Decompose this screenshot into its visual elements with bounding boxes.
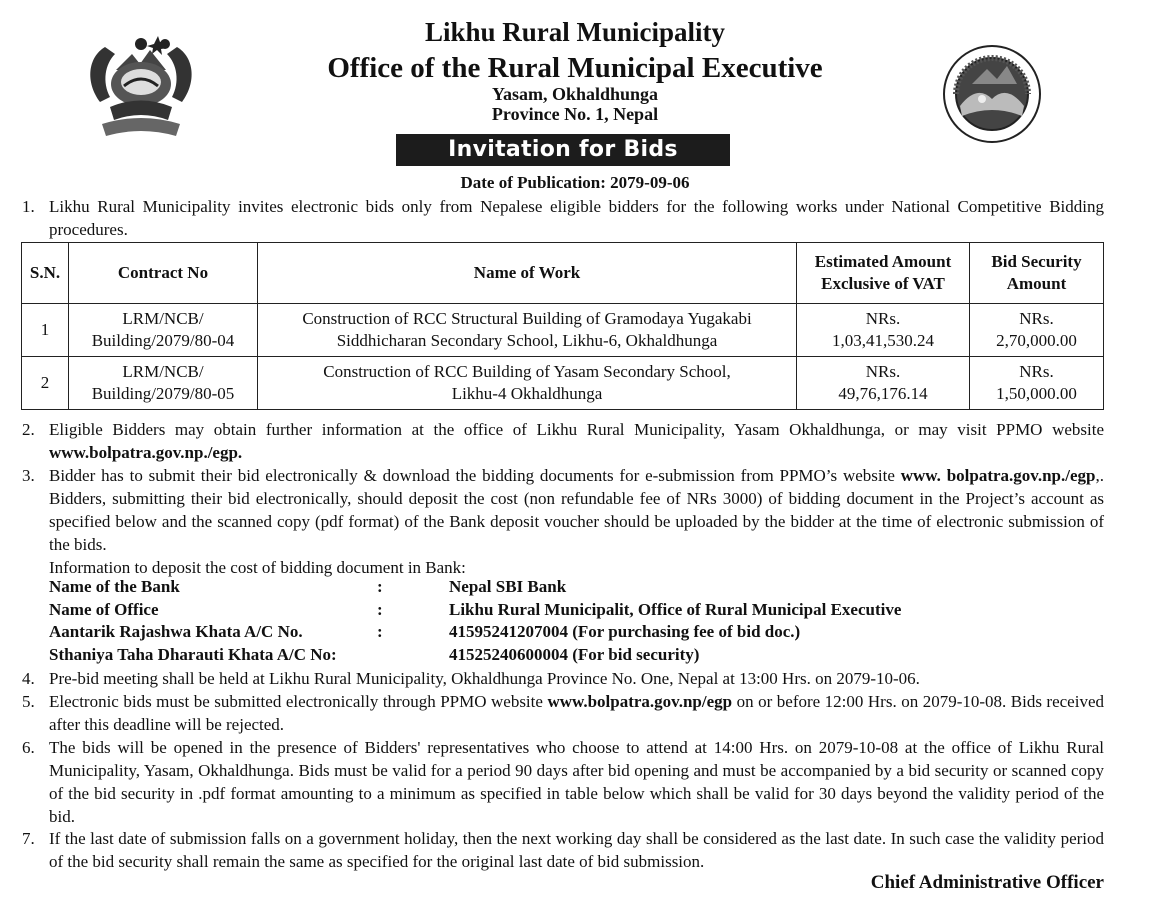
nepal-government-emblem-icon [80, 32, 202, 140]
bank-detail-key: Name of the Bank [49, 577, 180, 596]
paragraph-number: 7. [22, 829, 35, 848]
paragraph-number: 5. [22, 692, 35, 711]
bank-detail-value: 41525240600004 (For bid security) [449, 644, 700, 664]
works-table [21, 242, 1104, 410]
paragraph-5 [22, 690, 1104, 736]
paragraph-3 [22, 464, 1104, 579]
paragraph-body-continued: ,. Bidders, submitting their bid electronically, should deposit the cost (non refundable fee of NRs 3000) of bidding document in the Project’s account as specified below and the scanned copy (pdf format) of the Bank deposit voucher should be uploaded by the bidder at the time of electronic submission of the bids. [49, 466, 1104, 554]
paragraph-number: 1. [22, 197, 35, 216]
paragraph-text [49, 464, 1104, 556]
cell-contract-no [69, 304, 258, 357]
table-row [22, 357, 1104, 410]
bank-details [49, 576, 1049, 666]
bank-detail-key: Aantarik Rajashwa Khata A/C No. [49, 622, 303, 641]
bank-detail-row [49, 621, 1049, 644]
bank-detail-row [49, 599, 1049, 622]
table-header-row [22, 243, 1104, 304]
municipality-seal-icon [942, 44, 1042, 144]
paragraph-6 [22, 736, 1104, 828]
cell-name-of-work [258, 357, 797, 410]
cell-line: NRs. [865, 362, 901, 381]
cell-line: 2,70,000.00 [996, 331, 1077, 350]
paragraph-number: 2. [22, 420, 35, 439]
bank-detail-colon: : [377, 577, 383, 596]
bank-detail-key: Name of Office [49, 599, 159, 619]
bank-detail-value: 41595241207004 (For purchasing fee of bid doc.) [449, 622, 801, 641]
header-estimated-amount: Estimated Amount Exclusive of VAT [797, 243, 970, 304]
ppmo-website-link[interactable]: www.bolpatra.gov.np./egp. [49, 443, 243, 462]
cell-line: LRM/NCB/ [122, 309, 204, 328]
cell-line: Construction of RCC Building of Yasam Secondary School, [323, 362, 731, 381]
address-line-2: Province No. 1, Nepal [491, 104, 659, 124]
paragraph-body: Bidder has to submit their bid electronically & download the bidding documents for e-submission from PPMO’s website [49, 466, 901, 485]
cell-estimated-amount [797, 357, 970, 410]
paragraph-1 [22, 195, 1104, 241]
paragraph-body: Electronic bids must be submitted electronically through PPMO website [49, 692, 548, 711]
paragraph-number: 6. [22, 738, 35, 757]
bank-detail-row [49, 644, 1049, 667]
cell-name-of-work [258, 304, 797, 357]
municipality-name: Likhu Rural Municipality [424, 17, 726, 47]
bank-detail-value: Likhu Rural Municipalit, Office of Rural Municipal Executive [449, 599, 902, 619]
cell-line: NRs. [1019, 309, 1054, 328]
paragraph-body: Eligible Bidders may obtain further information at the office of Likhu Rural Municipality, Yasam Okhaldhunga, or may visit PPMO website [49, 420, 1104, 439]
bank-detail-value: Nepal SBI Bank [449, 577, 567, 596]
cell-line: NRs. [1019, 362, 1054, 381]
paragraph-body-continued: on or before 12:00 Hrs. on 2079-10-08. Bids received after this deadline will be rejected. [49, 692, 1104, 734]
paragraph-number: 4. [22, 669, 35, 688]
publication-date: Date of Publication: 2079-09-06 [460, 173, 690, 192]
notice-title: Invitation for Bids [396, 134, 730, 166]
cell-bid-security [970, 357, 1104, 410]
paragraph-number: 3. [22, 466, 35, 485]
cell-bid-security [970, 304, 1104, 357]
cell-sn: 2 [22, 357, 69, 410]
cell-line: LRM/NCB/ [122, 362, 204, 381]
paragraph-2 [22, 418, 1104, 464]
paragraph-text: Pre-bid meeting shall be held at Likhu Rural Municipality, Okhaldhunga Province No. One, Nepal at 13:00 Hrs. on 2079-10-06. [49, 669, 920, 688]
bank-detail-row [49, 576, 1049, 599]
paragraph-text: Likhu Rural Municipality invites electronic bids only from Nepalese eligible bidders for the following works under National Competitive Bidding procedures. [49, 197, 1104, 239]
bank-detail-colon: : [377, 599, 383, 619]
office-name: Office of the Rural Municipal Executive [327, 52, 823, 84]
table-row [22, 304, 1104, 357]
paragraph-7 [22, 827, 1104, 873]
cell-line: Building/2079/80-05 [91, 384, 235, 403]
cell-line: 1,03,41,530.24 [832, 331, 934, 350]
bank-detail-key: Sthaniya Taha Dharauti Khata A/C No: [49, 644, 337, 664]
cell-line: 1,50,000.00 [996, 384, 1077, 403]
cell-sn: 1 [22, 304, 69, 357]
paragraph-4 [22, 667, 1104, 690]
paragraph-text: If the last date of submission falls on a government holiday, then the next working day shall be considered as the last date. In such case the validity period of the bid security shall remain the same as specified for the original last date of bid submission. [49, 829, 1104, 871]
cell-line: Construction of RCC Structural Building of Gramodaya Yugakabi [302, 309, 752, 328]
paragraph-text: The bids will be opened in the presence of Bidders' representatives who choose to attend at 14:00 Hrs. on 2079-10-08 at the office of Likhu Rural Municipality, Yasam, Okhaldhunga. Bids must be valid for a period 90 days after bid opening and must be accompanied by a bid security or scanned copy of the bid security in .pdf format amounting to a minimum as specified in table below which shall be valid for 30 days beyond the validity period of the bid. [49, 738, 1104, 826]
paragraph-text [49, 690, 1104, 736]
header-name-of-work: Name of Work [258, 243, 797, 304]
cell-line: Likhu-4 Okhaldhunga [451, 384, 603, 403]
ppmo-website-link[interactable]: www.bolpatra.gov.np/egp [547, 692, 733, 711]
address-line-1: Yasam, Okhaldhunga [491, 84, 659, 104]
cell-line: Building/2079/80-04 [91, 331, 235, 350]
cell-contract-no [69, 357, 258, 410]
header-contract-no: Contract No [69, 243, 258, 304]
signature: Chief Administrative Officer [870, 872, 1104, 893]
paragraph-text [49, 418, 1104, 464]
bank-info-intro: Information to deposit the cost of bidding document in Bank: [49, 558, 466, 577]
header-sn: S.N. [22, 243, 69, 304]
bank-detail-colon: : [377, 622, 383, 641]
header-bid-security: Bid Security Amount [970, 243, 1104, 304]
cell-line: 49,76,176.14 [838, 384, 928, 403]
ppmo-website-link[interactable]: www. bolpatra.gov.np./egp [900, 466, 1096, 485]
cell-line: NRs. [865, 309, 901, 328]
cell-estimated-amount [797, 304, 970, 357]
cell-line: Siddhicharan Secondary School, Likhu-6, Okhaldhunga [336, 331, 718, 350]
